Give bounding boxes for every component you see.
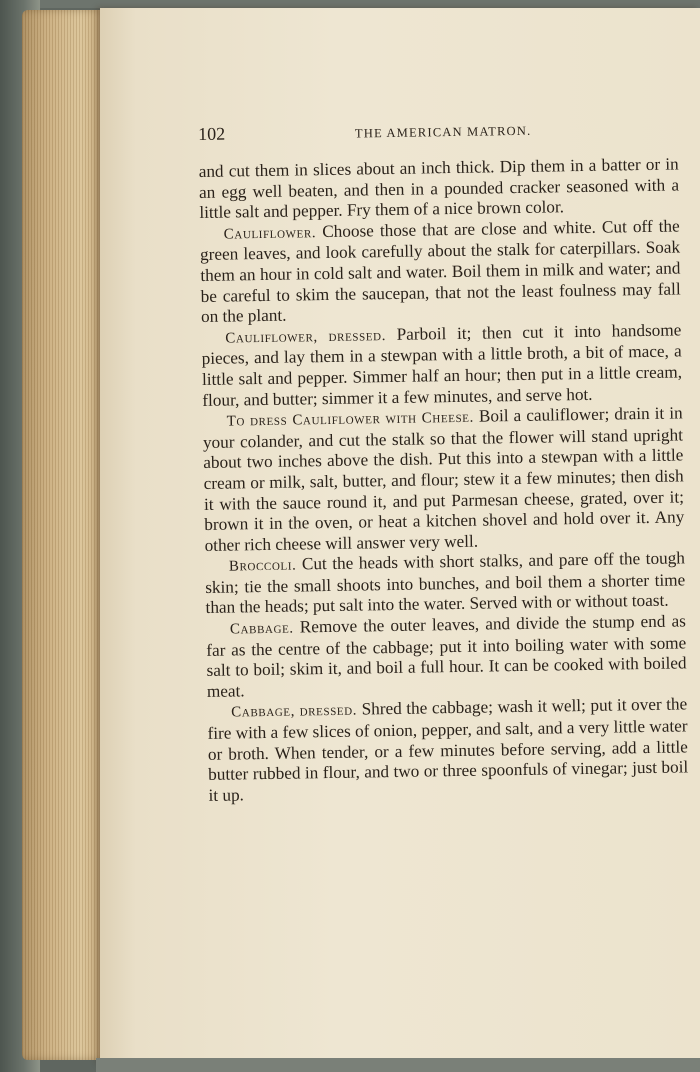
recipe-heading: Cabbage, dressed.	[231, 703, 358, 721]
recipe-cauliflower-cheese	[203, 404, 685, 557]
background-bottom	[96, 1058, 700, 1072]
page-edges	[22, 10, 106, 1060]
running-title: THE AMERICAN MATRON.	[354, 123, 532, 141]
recipe-cabbage	[206, 611, 687, 702]
recipe-text: Choose those that are close and white. Cut off the green leaves, and look carefully about the stalk for caterpillars. Soak them an hour in cold salt and water. Boil them in milk and water; and be careful to skim the saucepan, that not the least foulness may fall on the plant.	[199, 216, 681, 327]
page-number: 102	[198, 123, 226, 144]
recipe-text: Remove the outer leaves, and divide the stump end as far as the centre of the cabbage; put it into boiling water with some salt to boil; skim it, and boil a full hour. It can be cooked with boiled meat.	[206, 611, 687, 701]
recipe-text: Shred the cabbage; wash it well; put it over the fire with a few slices of onion, pepper, and salt, and a very little water or broth. When tender, or a few minutes before serving, add a little butter rubbed in flour, and two or three spoonfuls of vinegar; just boil it up.	[207, 694, 689, 805]
recipe-cauliflower-dressed	[201, 320, 682, 411]
recipe-heading: Broccoli.	[228, 557, 297, 575]
recipe-broccoli	[205, 549, 686, 619]
recipe-text: Boil a cauliflower; drain it in your colander, and cut the stalk so that the flower will stand upright about two inches above the dish. Put this into a stewpan with a little cream or milk, salt, butter, and flour; stew it a few minutes; then dish it with the sauce round it, and put Parmesan cheese, grated, over it; brown it in the oven, or heat a kitchen shovel and hold over it. Any other rich cheese will answer very well.	[202, 403, 685, 555]
recipe-cauliflower	[200, 216, 682, 327]
paragraph-text: and cut them in slices about an inch thick. Dip them in a batter or in an egg well beaten, and then in a pounded cracker seasoned with a little salt and pepper. Fry them of a nice brown color.	[198, 154, 680, 223]
text-block	[198, 116, 689, 806]
recipe-heading: Cauliflower.	[223, 224, 317, 243]
background-top	[40, 0, 700, 8]
recipe-heading: Cauliflower, dressed.	[225, 327, 387, 347]
page-body	[199, 154, 689, 806]
recipe-cabbage-dressed	[207, 695, 689, 806]
recipe-heading: To dress Cauliflower with Cheese.	[226, 409, 475, 430]
recipe-text: Cut the heads with short stalks, and pare off the tough skin; tie the small shoots into bunches, and boil them a shorter time than the heads; put salt into the water. Served with or without toast.	[205, 548, 686, 618]
recipe-heading: Cabbage.	[229, 620, 294, 638]
recipe-text: Parboil it; then cut it into handsome pieces, and lay them in a stewpan with a little broth, a bit of mace, a little salt and pepper. Simmer half an hour; then put in a little cream, flour, and butter; simmer it a few minutes, and serve hot.	[201, 320, 683, 410]
paragraph-continuation	[199, 154, 680, 223]
